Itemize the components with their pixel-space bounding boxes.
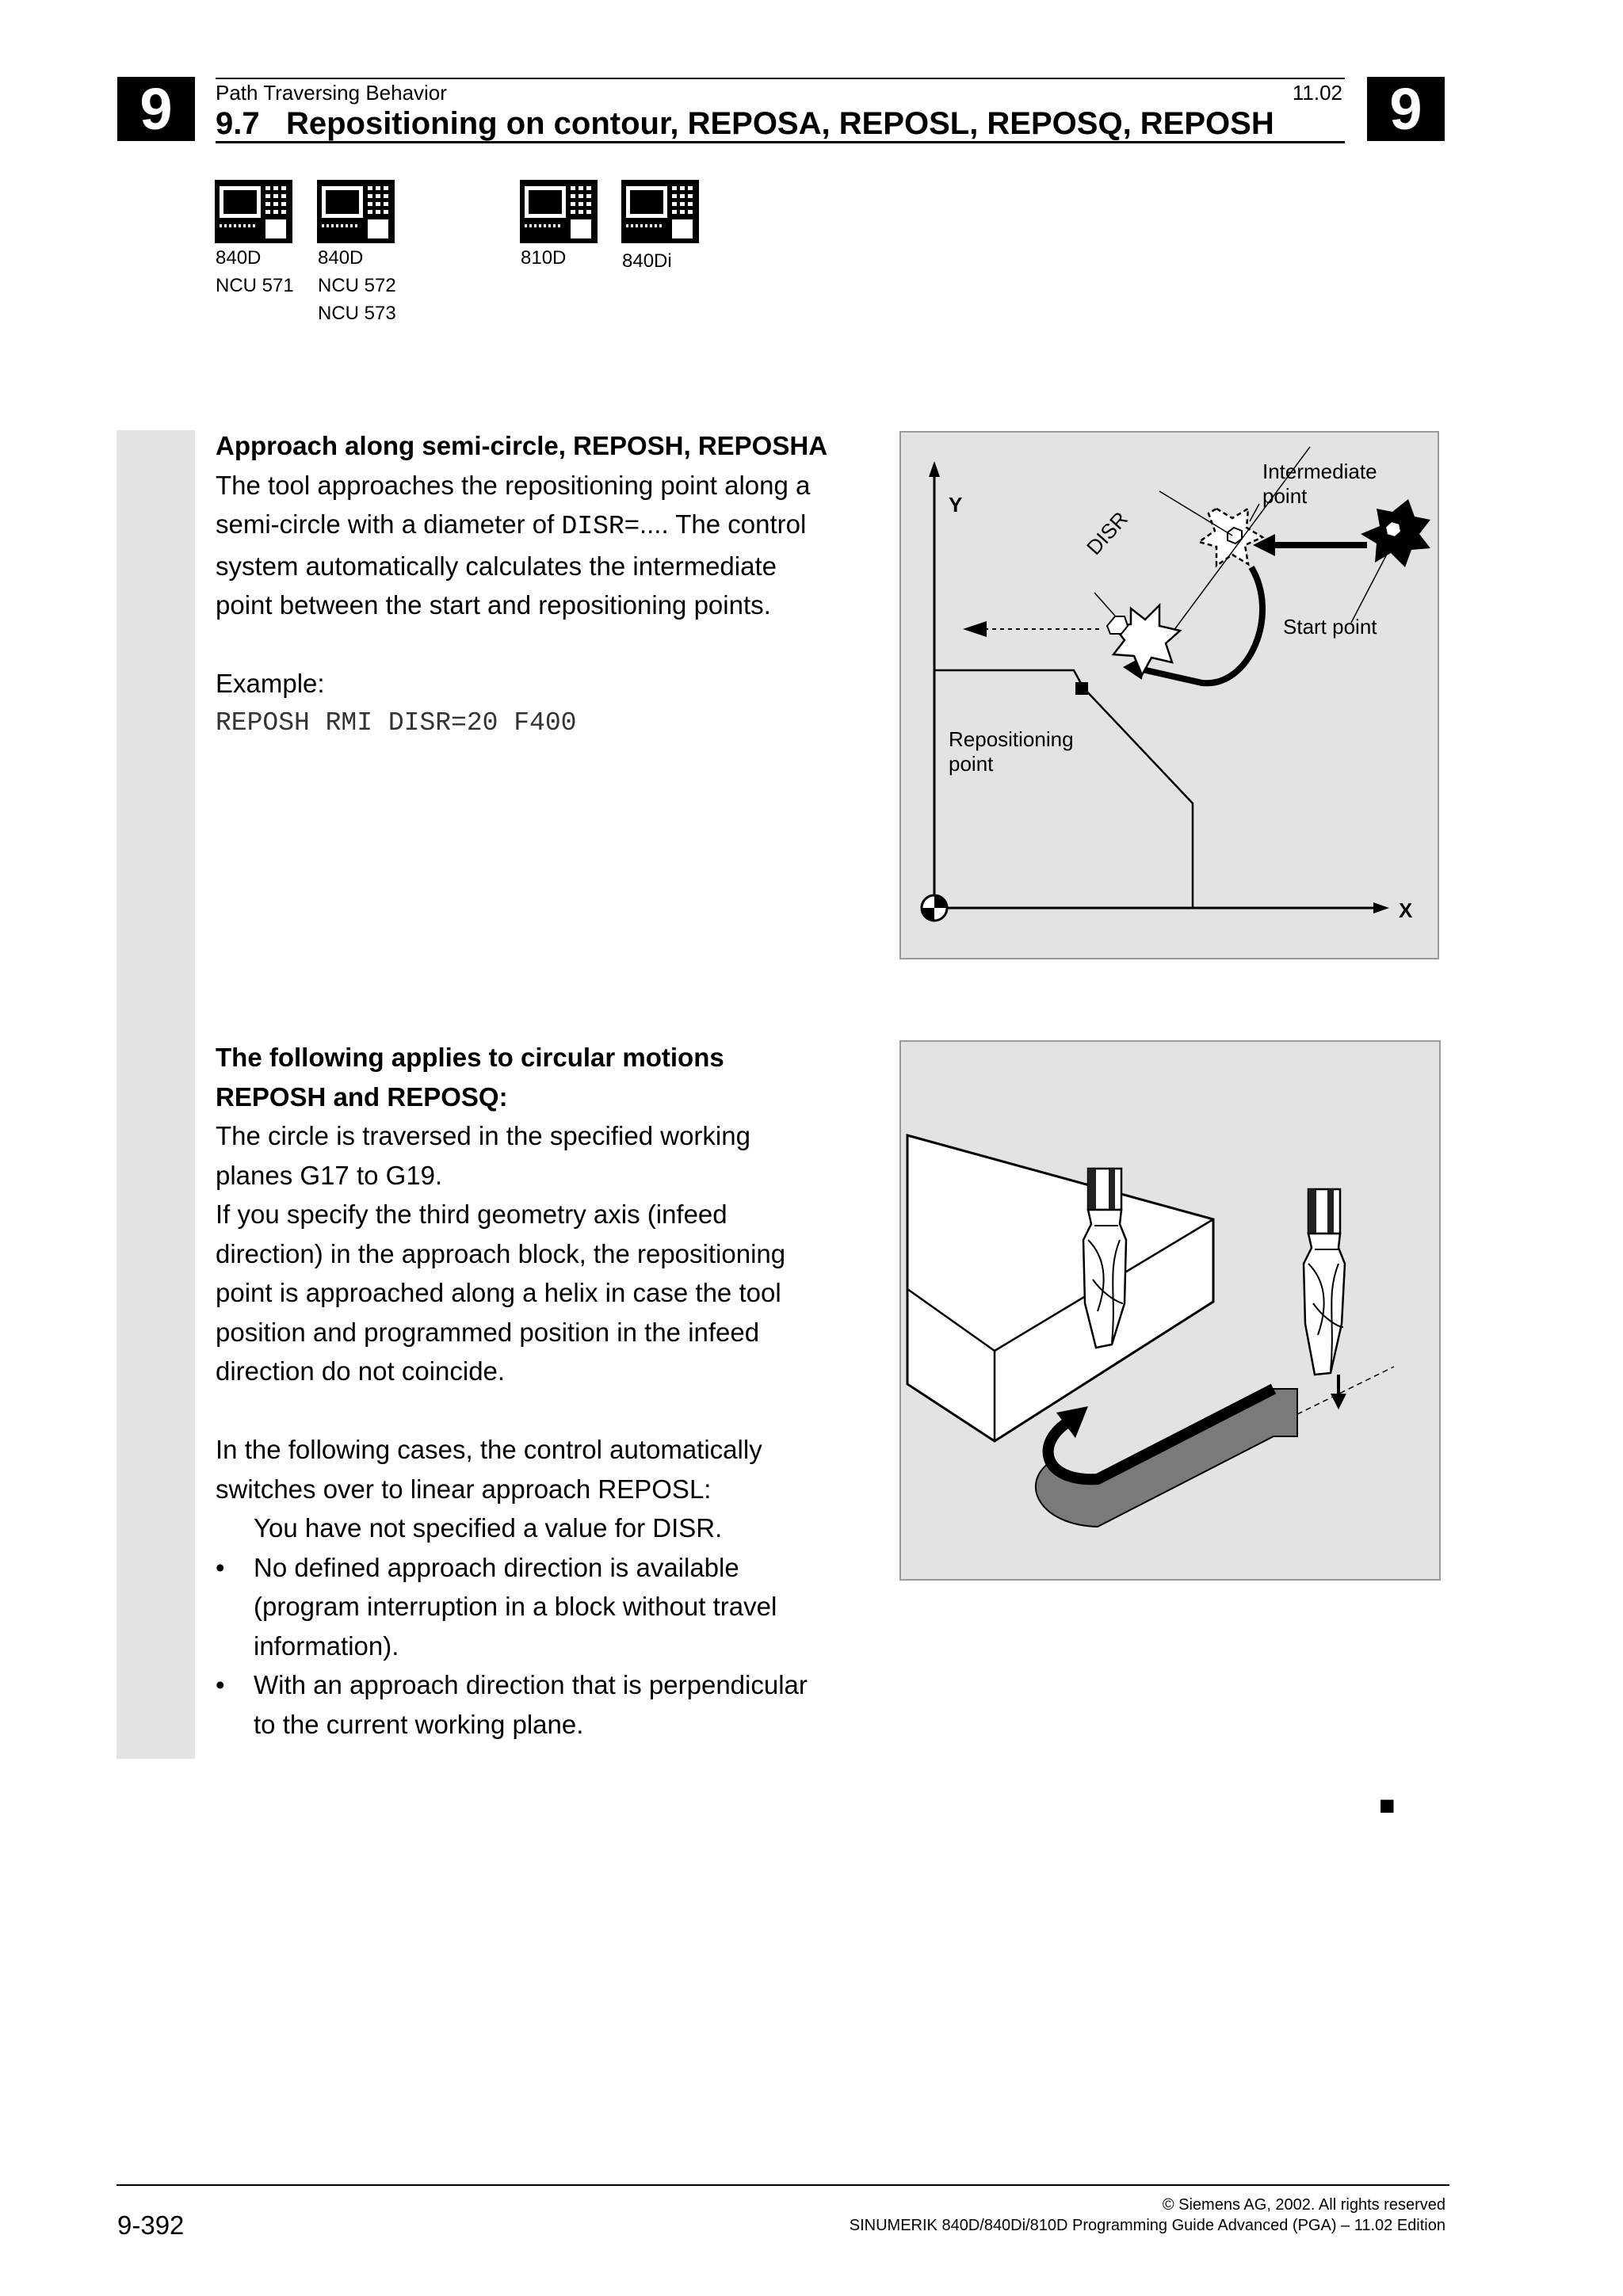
section-circular-motions — [216, 1038, 873, 1744]
control-label-840d-ncu572: 840D NCU 572 NCU 573 — [318, 247, 396, 324]
control-label-810d: 810D — [521, 247, 567, 269]
footer-rule — [116, 2184, 1449, 2186]
paragraph-line: direction do not coincide. — [216, 1356, 506, 1386]
control-label-840d-ncu571: 840D NCU 571 — [216, 247, 294, 296]
end-mill-tool-2 — [1304, 1189, 1345, 1375]
intermediate-point-label: Intermediate point — [1262, 460, 1377, 508]
document-title: SINUMERIK 840D/840Di/810D Programming Guide Advanced (PGA) – 11.02 Edition — [849, 2217, 1445, 2234]
paragraph-line: The tool approaches the repositioning point along a — [216, 470, 811, 500]
example-label: Example: — [216, 669, 325, 698]
paragraph-line: position and programmed position in the infeed — [216, 1317, 760, 1347]
y-axis-label: Y — [949, 493, 963, 517]
bullet-item: • No defined approach direction is available (program interruption in a block without travel information). — [216, 1548, 873, 1666]
copyright-notice: © Siemens AG, 2002. All rights reserved — [1162, 2196, 1445, 2214]
repositioning-point-label: Repositioning point — [949, 727, 1074, 776]
chapter-number-left: 9 — [117, 77, 195, 141]
paragraph-line: In the following cases, the control automatically — [216, 1435, 762, 1464]
x-axis-label: X — [1399, 898, 1413, 922]
section-heading: Approach along semi-circle, REPOSH, REPOSHA — [216, 431, 828, 460]
header-rule-bottom — [216, 141, 1345, 143]
header-rule-top — [216, 78, 1345, 79]
section-heading: The following applies to circular motions — [216, 1043, 724, 1072]
paragraph-line: semi-circle with a diameter of DISR=.... The control — [216, 509, 807, 541]
page-number: 9-392 — [117, 2210, 185, 2240]
bullet-item: • With an approach direction that is perpendicular to the current working plane. — [216, 1665, 873, 1744]
margin-sidebar — [116, 430, 195, 1759]
section-breadcrumb: Path Traversing Behavior — [216, 81, 447, 105]
code-disr: DISR — [561, 512, 624, 541]
page-title: 9.7 Repositioning on contour, REPOSA, REPOSL, REPOSQ, REPOSH — [216, 106, 1274, 141]
figure-helix-approach — [899, 1040, 1441, 1581]
section-approach-semicircle — [216, 426, 873, 742]
chapter-number-right: 9 — [1367, 77, 1445, 141]
bullet-symbol: • — [216, 1670, 225, 1699]
edition-label: 11.02 — [1292, 81, 1342, 105]
paragraph-line: direction) in the approach block, the repositioning — [216, 1238, 786, 1268]
control-panel-icon — [520, 180, 598, 243]
control-panel-icon — [215, 180, 292, 243]
helix-approach-illustration — [901, 1042, 1442, 1582]
start-point-label: Start point — [1283, 615, 1377, 639]
bullet-symbol: • — [216, 1552, 225, 1582]
paragraph-line: The circle is traversed in the specified working — [216, 1121, 750, 1150]
list-item: You have not specified a value for DISR. — [254, 1513, 723, 1543]
paragraph-line: point between the start and repositioning points. — [216, 590, 771, 620]
semicircle-diagram — [901, 433, 1441, 961]
section-heading: REPOSH and REPOSQ: — [216, 1081, 508, 1112]
disr-label: DISR — [1082, 506, 1132, 560]
paragraph-line: system automatically calculates the intermediate — [216, 551, 777, 581]
example-code: REPOSH RMI DISR=20 F400 — [216, 707, 577, 738]
control-panel-icon — [317, 180, 395, 243]
control-label-840di: 840Di — [622, 250, 672, 272]
paragraph-line: switches over to linear approach REPOSL: — [216, 1474, 712, 1504]
figure-semicircle-approach — [899, 431, 1439, 959]
paragraph-line: planes G17 to G19. — [216, 1160, 443, 1190]
section-end-mark: ■ — [1379, 1791, 1396, 1821]
paragraph-line: point is approached along a helix in case the tool — [216, 1278, 781, 1307]
end-mill-tool-1 — [1083, 1169, 1126, 1348]
paragraph-line: If you specify the third geometry axis (infeed — [216, 1199, 727, 1229]
control-panel-icon — [621, 180, 699, 243]
